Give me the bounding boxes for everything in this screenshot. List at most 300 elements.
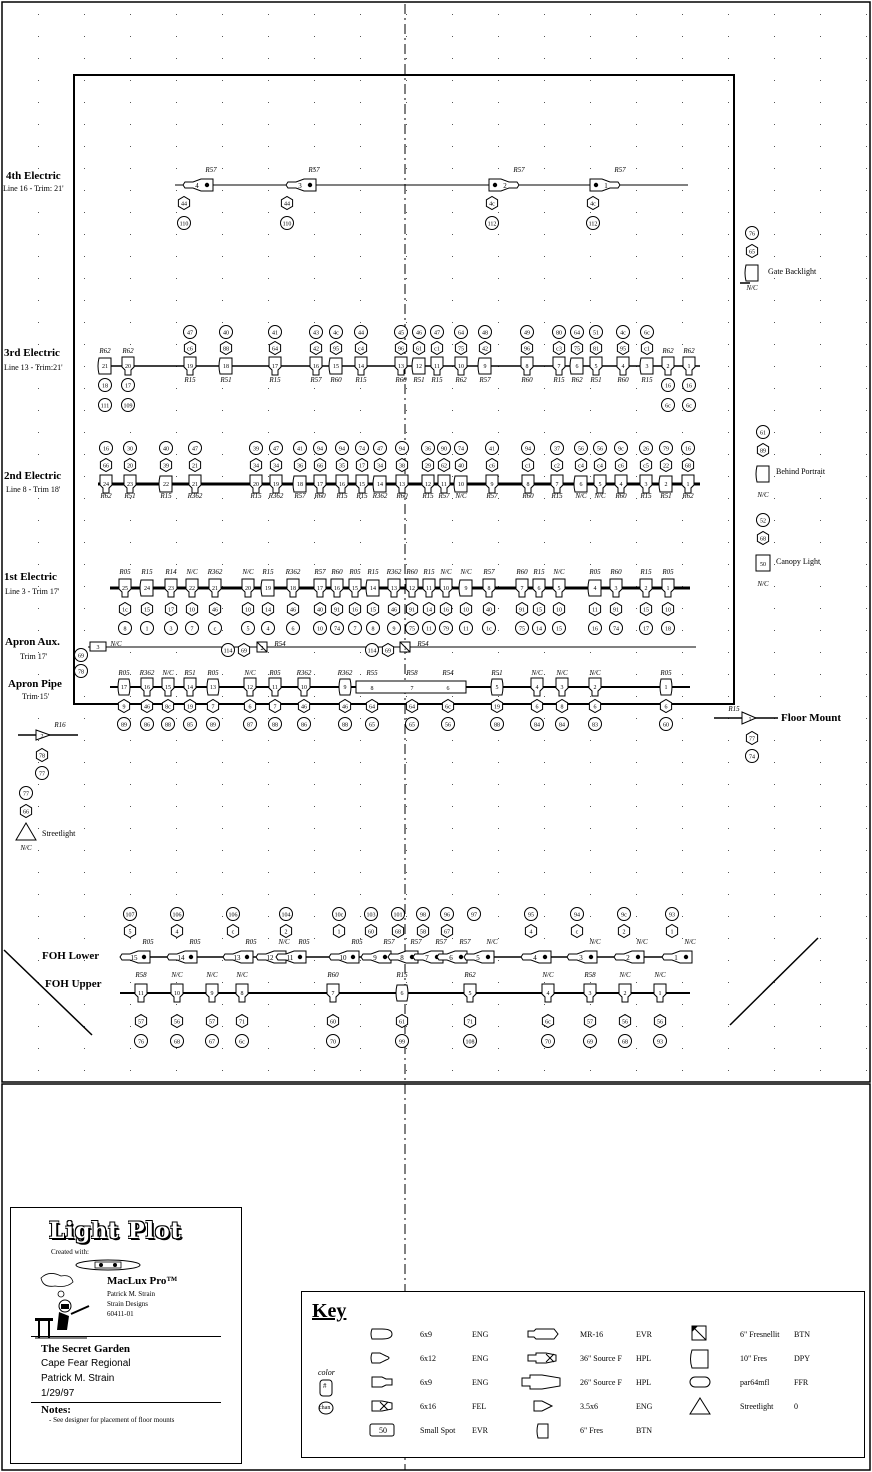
apron-color: R51 xyxy=(491,669,503,677)
unit-number: 9 xyxy=(343,685,347,691)
badge-text: 75 xyxy=(519,626,525,633)
e2-unit xyxy=(486,475,498,493)
unit-number: 1 xyxy=(674,954,678,962)
apron-dimmer xyxy=(531,718,544,731)
badge-text: 88 xyxy=(272,722,278,729)
foh-upper-unit xyxy=(206,984,218,1002)
foh-upper-circuit xyxy=(206,1015,217,1028)
gate-dimmer xyxy=(746,245,757,258)
e3-circuit xyxy=(590,342,601,355)
e4-dimmer xyxy=(486,217,499,230)
badge-text: 114 xyxy=(223,648,233,655)
foh-lower-dimmer xyxy=(365,925,376,938)
foh-lower-circuit xyxy=(441,908,454,921)
apron-circuit xyxy=(244,700,255,713)
apron-circuit xyxy=(531,700,542,713)
hex-text: 65 xyxy=(749,249,755,256)
apron-unit xyxy=(491,679,503,695)
e2-circuit xyxy=(522,442,535,455)
apron-unit-number: 8 xyxy=(370,686,374,692)
unit-number: 17 xyxy=(317,482,323,488)
foh-upper-unit xyxy=(542,984,554,1002)
badge-text: 7 xyxy=(353,626,357,633)
apron-dimmer xyxy=(491,718,504,731)
key-item-mfr: BTN xyxy=(794,1330,810,1339)
e3-circuit xyxy=(413,342,424,355)
e1-dimmer xyxy=(640,622,653,635)
apron-unit xyxy=(118,679,130,695)
key-item-name: 36" Source F xyxy=(580,1354,622,1363)
unit-lamp xyxy=(684,955,688,959)
e2-dimmer xyxy=(575,459,586,472)
gate-color: N/C xyxy=(746,284,758,292)
hex-text: 81 xyxy=(593,346,599,353)
unit-number: 1 xyxy=(664,685,668,691)
e2-circuit xyxy=(438,442,451,455)
hex-text: 8 xyxy=(560,704,564,711)
pipe-label-foh-lower: FOH Lower xyxy=(42,950,100,962)
foh-upper-circuit xyxy=(584,1015,595,1028)
e2-color: R57 xyxy=(438,492,450,500)
hex-text: 69 xyxy=(385,648,391,655)
badge-text: 17 xyxy=(643,626,649,633)
e2-dimmer xyxy=(640,459,651,472)
unit-lamp xyxy=(298,955,302,959)
e2-circuit xyxy=(160,442,173,455)
hex-text: 15 xyxy=(536,607,542,614)
apron-circuit xyxy=(141,700,152,713)
e2-unit xyxy=(314,475,326,493)
e2-unit xyxy=(336,475,348,493)
apron-circuit xyxy=(491,700,502,713)
foh-upper-circuit xyxy=(327,1015,338,1028)
hex-text: 44 xyxy=(284,201,290,208)
unit-lamp xyxy=(636,955,640,959)
badge-text: 47 xyxy=(273,446,279,453)
foh-lower-unit xyxy=(223,951,253,963)
unit-number: 15 xyxy=(359,482,365,488)
e1-dimmer xyxy=(186,622,199,635)
e2-circuit xyxy=(551,442,564,455)
e3-color: R62 xyxy=(99,347,111,355)
e1-dimmer xyxy=(589,622,602,635)
hex-text: 44 xyxy=(181,201,187,208)
foh-upper-dimmer xyxy=(396,1035,409,1048)
key-title: Key xyxy=(312,1300,347,1322)
e1-circuit xyxy=(209,603,220,616)
e1-circuit xyxy=(640,603,651,616)
badge-text: 30 xyxy=(127,446,133,453)
aux-dimmer xyxy=(75,665,88,678)
hex-text: 96 xyxy=(398,346,404,353)
unit-number: 2 xyxy=(644,586,648,592)
e2-unit xyxy=(356,475,368,493)
unit-number: 1 xyxy=(658,991,662,997)
e4-color: R57 xyxy=(513,166,525,174)
apron-color: R05 xyxy=(118,669,130,677)
hex-text: 15 xyxy=(643,607,649,614)
apron-circuit xyxy=(366,700,377,713)
hex-text: 64 xyxy=(409,704,415,711)
hex-text: 34 xyxy=(253,463,259,470)
hex-text: 6 xyxy=(535,704,539,711)
designer-at-desk-icon xyxy=(31,1270,91,1340)
company-line: Strain Designs xyxy=(107,1300,149,1308)
unit-number: 15 xyxy=(352,586,358,592)
hex-text: 34 xyxy=(377,463,383,470)
unit-number: 16 xyxy=(313,364,319,370)
unit-lamp xyxy=(351,955,355,959)
unit-lamp xyxy=(543,955,547,959)
foh-upper-dimmer xyxy=(654,1035,667,1048)
e2-circuit xyxy=(486,442,499,455)
e3-circuit xyxy=(310,342,321,355)
e3-circuit-top xyxy=(590,326,603,339)
mr16-icon xyxy=(526,1326,560,1342)
e2-unit xyxy=(522,475,534,493)
e2-dimmer xyxy=(594,459,605,472)
date: 1/29/97 xyxy=(41,1388,75,1399)
e2-circuit xyxy=(294,442,307,455)
foh-lower-unit xyxy=(521,951,551,963)
hex-text: 4 xyxy=(175,929,179,936)
badge-text: 109 xyxy=(123,403,133,410)
unit-lamp xyxy=(459,955,463,959)
unit-number: 4 xyxy=(546,991,550,997)
e3-color: R51 xyxy=(220,376,232,384)
hex-text: 75 xyxy=(458,346,464,353)
foh-upper-color: N/C xyxy=(206,971,218,979)
ellipsoidal-6x9-icon xyxy=(368,1326,396,1342)
badge-text: 18 xyxy=(102,383,108,390)
unit-number: 3 xyxy=(560,685,564,691)
apron-dimmer xyxy=(269,718,282,731)
e1-circuit xyxy=(287,603,298,616)
hex-text: 64 xyxy=(369,704,375,711)
hex-text: 60 xyxy=(368,929,374,936)
aux-color: N/C xyxy=(110,640,122,648)
par64-icon xyxy=(688,1374,712,1390)
canopy-dimmer xyxy=(757,532,768,545)
e1-dimmer xyxy=(610,622,623,635)
e1-unit xyxy=(119,579,131,597)
unit-number: 10 xyxy=(339,954,347,962)
key-item-mfr: FEL xyxy=(472,1402,487,1411)
e1-dimmer xyxy=(242,622,255,635)
e1-color: R362 xyxy=(386,568,402,576)
e3-unit xyxy=(431,357,443,375)
foh-upper-dimmer xyxy=(135,1035,148,1048)
e1-dimmer xyxy=(553,622,566,635)
hex-text: c6 xyxy=(618,463,624,470)
unit-number: 10 xyxy=(174,991,180,997)
unit-number: 4 xyxy=(621,364,625,370)
e1-dimmer xyxy=(460,622,473,635)
ellipsoidal-3-5x6-icon xyxy=(530,1398,556,1414)
foh-upper-unit xyxy=(236,984,248,1002)
foh-lower-unit xyxy=(120,951,150,963)
e2-circuit xyxy=(396,442,409,455)
e1-unit xyxy=(366,580,379,596)
unit-number: 1 xyxy=(687,364,691,370)
e1-circuit xyxy=(483,603,494,616)
e3-circuit-top xyxy=(431,326,444,339)
e1-dimmer xyxy=(662,622,675,635)
apron-circuit xyxy=(406,700,417,713)
e1-circuit xyxy=(553,603,564,616)
e1-color: R05 xyxy=(589,568,601,576)
e2-unit xyxy=(396,475,408,493)
badge-text: 103 xyxy=(366,912,376,919)
streetlight-color: N/C xyxy=(20,844,32,852)
badge-text: 84 xyxy=(559,722,565,729)
e1-dimmer xyxy=(331,622,344,635)
left-floor-dimmer xyxy=(36,767,49,780)
badge-text: 8 xyxy=(371,626,375,633)
badge-text: 47 xyxy=(434,330,440,337)
unit-number: 16 xyxy=(144,685,150,691)
badge-text: 106 xyxy=(172,912,182,919)
e1-dimmer xyxy=(209,622,222,635)
foh-upper-circuit xyxy=(171,1015,182,1028)
foh-upper-color: N/C xyxy=(236,971,248,979)
e2-color: R51 xyxy=(660,492,672,500)
e2-dimmer xyxy=(356,459,367,472)
e1-color: R362 xyxy=(207,568,223,576)
badge-text: 49 xyxy=(524,330,530,337)
e2-color: R60 xyxy=(396,492,408,500)
hex-text: 6c xyxy=(445,704,451,711)
apron-color: R55 xyxy=(366,669,378,677)
e2-circuit xyxy=(682,442,695,455)
apron-color: R54 xyxy=(442,669,454,677)
unit-number: 19 xyxy=(265,586,271,592)
e3-unit xyxy=(662,357,674,375)
foh-upper-circuit xyxy=(236,1015,247,1028)
floor-mount-dimmer xyxy=(746,750,759,763)
e3-unit xyxy=(455,357,467,375)
badge-text: 36 xyxy=(425,446,431,453)
key-item-name: 6x9 xyxy=(420,1378,432,1387)
apron-circuit xyxy=(660,700,671,713)
aux-circuit xyxy=(366,644,379,657)
unit-number: 5 xyxy=(557,586,561,592)
hex-text: 46 xyxy=(342,704,348,711)
badge-text: 65 xyxy=(409,722,415,729)
unit-number: 3 xyxy=(614,586,618,592)
apron-unit xyxy=(162,678,174,696)
foh-lower-dimmer xyxy=(392,925,403,938)
streetlight-dimmer xyxy=(20,805,31,818)
e3-color: R62 xyxy=(455,376,467,384)
unit-number: 6 xyxy=(575,364,579,370)
unit-number: 5 xyxy=(598,482,602,488)
unit-number: 3 xyxy=(645,364,649,370)
e3-circuit xyxy=(355,342,366,355)
e1-dimmer xyxy=(423,622,436,635)
unit-number: 19 xyxy=(187,364,193,370)
e1-circuit xyxy=(589,603,600,616)
hex-text: 29 xyxy=(425,463,431,470)
unit-number: 20 xyxy=(245,586,251,592)
unit-number: 14 xyxy=(187,685,193,691)
key-item-name: 10" Fres xyxy=(740,1354,768,1363)
e2-dimmer xyxy=(455,459,466,472)
apron-color: R05 xyxy=(269,669,281,677)
e3-color: R62 xyxy=(122,347,134,355)
unit-number: 6 xyxy=(579,482,583,488)
unit-number: 12 xyxy=(247,685,253,691)
e2-circuit xyxy=(575,442,588,455)
e4-circuit xyxy=(486,197,497,210)
e1-color: R05 xyxy=(349,568,361,576)
apron-unit-number: 6 xyxy=(446,686,450,692)
badge-text: 56 xyxy=(578,446,584,453)
apron-color: N/C xyxy=(589,669,601,677)
e2-unit xyxy=(189,475,201,493)
unit-number: 18 xyxy=(223,364,229,370)
legend-unit-label: # xyxy=(323,1382,327,1390)
unit-number: 3 xyxy=(298,182,302,190)
hex-text: 7 xyxy=(273,704,277,711)
badge-text: 6 xyxy=(291,626,295,633)
badge-text: 101 xyxy=(393,912,403,919)
e2-dimmer xyxy=(250,459,261,472)
hex-text: 10 xyxy=(665,607,671,614)
hex-text: 57 xyxy=(587,1019,593,1026)
pipe-label-apron-aux: Apron Aux. xyxy=(5,636,60,648)
e3-unit xyxy=(570,358,583,374)
apron-color: N/C xyxy=(556,669,568,677)
badge-text: 79 xyxy=(443,626,449,633)
e3-unit xyxy=(553,357,565,375)
hex-text: 6 xyxy=(248,704,252,711)
pipe-label-foh-upper: FOH Upper xyxy=(45,978,102,990)
e1-color: N/C xyxy=(186,568,198,576)
e2-circuit xyxy=(660,442,673,455)
key-item-mfr: ENG xyxy=(472,1330,489,1339)
foh-lower-circuit xyxy=(392,908,405,921)
hex-text: 71 xyxy=(239,1019,245,1026)
e2-unit xyxy=(640,475,652,493)
apron-circuit xyxy=(162,700,173,713)
e1-dimmer xyxy=(119,622,132,635)
floor-mount-unit xyxy=(742,712,756,724)
apron-color: N/C xyxy=(162,669,174,677)
portrait-circuit xyxy=(757,426,770,439)
unit-number: 18 xyxy=(297,482,303,488)
e3-dimmer xyxy=(122,399,135,412)
badge-text: c xyxy=(213,626,217,633)
aux-unit xyxy=(257,642,267,652)
e3-circuit xyxy=(683,379,696,392)
note-1: - See designer for placement of floor mounts xyxy=(49,1416,175,1424)
unit-number: 7 xyxy=(331,991,335,997)
hex-text: 57 xyxy=(209,1019,215,1026)
unit-number: 9 xyxy=(464,586,468,592)
unit-number: 2 xyxy=(626,954,630,962)
e1-circuit xyxy=(141,603,152,616)
unit-number: 3 xyxy=(96,645,100,651)
apron-unit xyxy=(556,678,568,696)
apron-color: R362 xyxy=(337,669,353,677)
hex-text: 4 xyxy=(529,929,533,936)
e3-circuit-top xyxy=(330,326,343,339)
unit-number: 5 xyxy=(495,685,499,691)
apron-color: N/C xyxy=(531,669,543,677)
e2-dimmer xyxy=(682,459,693,472)
e3-circuit-top xyxy=(184,326,197,339)
badge-text: 76 xyxy=(749,231,755,238)
unit-lamp xyxy=(493,183,497,187)
badge-text: 6c xyxy=(665,403,671,410)
foh-lower-color: N/C xyxy=(589,938,601,946)
badge-text: 74 xyxy=(359,446,365,453)
e3-circuit xyxy=(455,342,466,355)
unit-number: 5 xyxy=(468,991,472,997)
foh-lower-circuit xyxy=(365,908,378,921)
hex-text: 21 xyxy=(192,463,198,470)
hex-text: 69 xyxy=(241,648,247,655)
e3-circuit xyxy=(641,342,652,355)
e3-unit xyxy=(412,358,425,374)
e1-unit xyxy=(331,579,343,597)
hex-text: c1 xyxy=(434,346,440,353)
unit-number: 10 xyxy=(458,364,464,370)
e3-dimmer xyxy=(662,399,675,412)
hex-text: 4c xyxy=(590,201,596,208)
serial-line: 60411-01 xyxy=(107,1310,134,1318)
badge-text: 96 xyxy=(444,912,450,919)
badge-text: 89 xyxy=(121,722,127,729)
badge-text: 26 xyxy=(643,446,649,453)
e1-circuit xyxy=(460,603,471,616)
e1-circuit xyxy=(440,603,451,616)
unit-body xyxy=(745,265,758,281)
badge-text: 112 xyxy=(588,221,598,228)
badge-text: 99 xyxy=(399,1039,405,1046)
foh-upper-color: N/C xyxy=(619,971,631,979)
foh-lower-color: R57 xyxy=(435,938,447,946)
badge-text: 16 xyxy=(103,446,109,453)
badge-text: 97 xyxy=(471,912,477,919)
e4-unit xyxy=(489,179,519,191)
e3-unit xyxy=(329,358,342,374)
badge-text: 70 xyxy=(330,1039,336,1046)
e2-circuit xyxy=(270,442,283,455)
e3-circuit xyxy=(220,342,231,355)
unit-number: 18 xyxy=(290,586,296,592)
foh-upper-color: N/C xyxy=(542,971,554,979)
e2-unit xyxy=(454,476,467,492)
apron-color: R05 xyxy=(207,669,219,677)
e4-unit xyxy=(286,179,316,191)
e3-circuit-top xyxy=(413,326,426,339)
e3-color: R62 xyxy=(683,347,695,355)
foh-upper-unit xyxy=(327,984,339,1002)
streetlight-unit xyxy=(16,823,36,840)
foh-lower-unit xyxy=(464,951,494,963)
e1-circuit xyxy=(331,603,342,616)
pipe-trim-2nd-electric: Line 8 - Trim 18' xyxy=(6,485,61,494)
foh-lower-color: N/C xyxy=(278,938,290,946)
badge-text: 69 xyxy=(78,653,84,660)
unit-number: 9 xyxy=(373,954,377,962)
created-with-label: Created with: xyxy=(51,1248,89,1256)
e3-circuit-top xyxy=(553,326,566,339)
apron-dimmer xyxy=(339,718,352,731)
e2-color: N/C xyxy=(594,492,606,500)
